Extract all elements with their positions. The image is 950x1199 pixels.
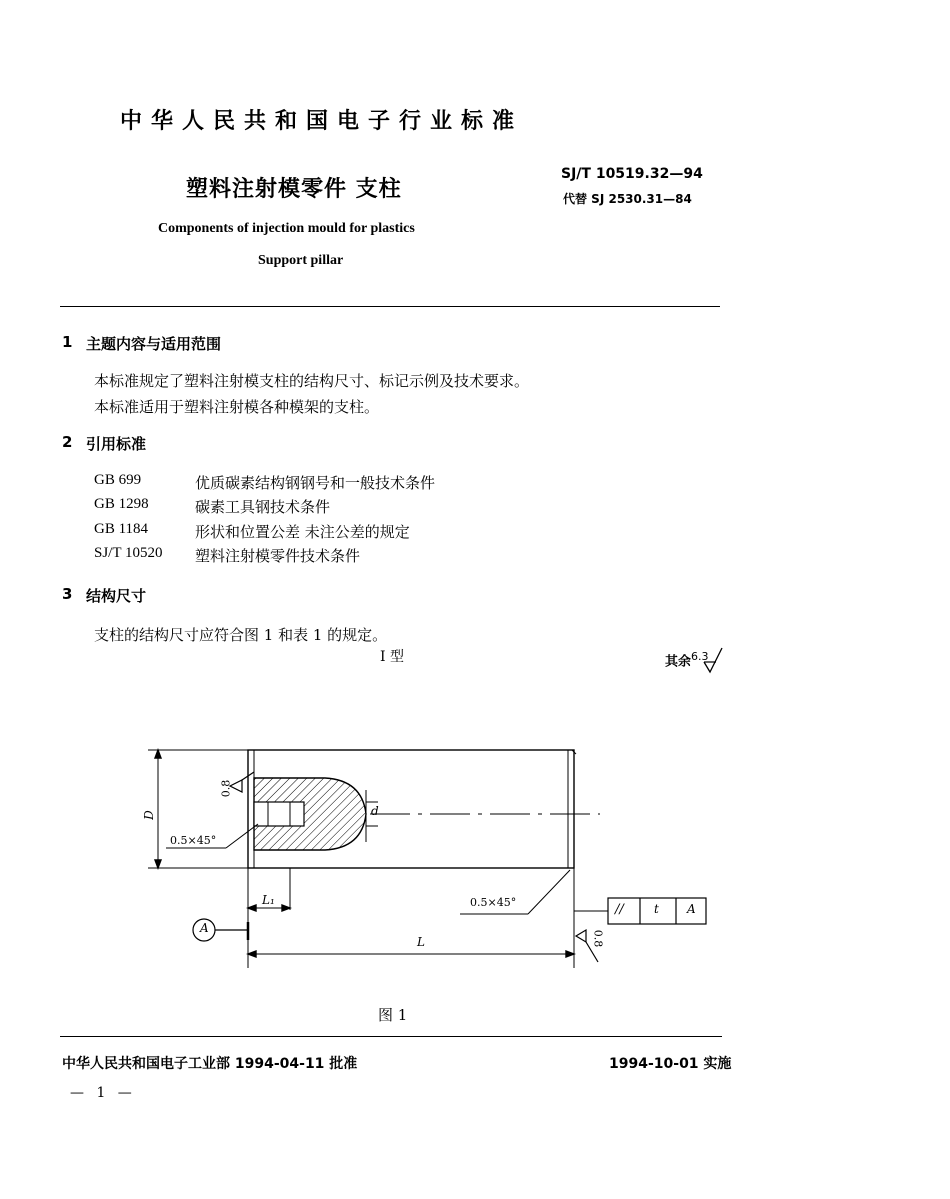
section-3-number: 3 (62, 585, 73, 603)
figure-caption: 图 1 (378, 1006, 408, 1024)
page-number: — 1 — (70, 1085, 136, 1101)
roughness-left-value: 0.8 (219, 779, 233, 798)
support-pillar-drawing (130, 700, 730, 990)
footer-divider (60, 1036, 722, 1037)
dim-D-label: D (141, 810, 156, 820)
section-1-number: 1 (62, 333, 73, 351)
section-3-paragraph: 支柱的结构尺寸应符合图 1 和表 1 的规定。 (94, 626, 388, 644)
org-title: 中华人民共和国电子行业标准 (120, 109, 524, 134)
tolerance-value: t (654, 902, 659, 916)
doc-title: 塑料注射模零件 支柱 (186, 177, 402, 202)
reference-code: GB 1184 (94, 521, 149, 537)
roughness-other-symbol (700, 646, 724, 676)
roughness-value: 6.3 (691, 650, 709, 663)
english-subtitle: Support pillar (258, 253, 344, 268)
english-title: Components of injection mould for plastics (158, 221, 415, 236)
replaces-standard: 代替 SJ 2530.31—84 (563, 192, 692, 206)
reference-code: GB 699 (94, 472, 142, 488)
reference-code: GB 1298 (94, 496, 149, 512)
chamfer-left-label: 0.5×45° (170, 834, 217, 847)
tolerance-datum: A (687, 902, 696, 916)
section-3-title: 结构尺寸 (86, 587, 147, 605)
approval-statement: 中华人民共和国电子工业部 1994-04-11 批准 (62, 1056, 358, 1072)
reference-name: 优质碳素结构钢钢号和一般技术条件 (195, 474, 436, 492)
header-divider (60, 306, 720, 307)
section-1-paragraph: 本标准规定了塑料注射模支柱的结构尺寸、标记示例及技术要求。 (94, 372, 530, 390)
roughness-prefix: 其余 (665, 654, 692, 670)
dim-d-label: d (371, 804, 379, 818)
tolerance-symbol: // (615, 902, 624, 917)
section-2-title: 引用标准 (86, 435, 147, 453)
section-2-number: 2 (62, 433, 73, 451)
reference-code: SJ/T 10520 (94, 545, 163, 561)
reference-name: 塑料注射模零件技术条件 (195, 547, 361, 565)
reference-name: 碳素工具钢技术条件 (195, 498, 331, 516)
dim-L1-label: L₁ (262, 893, 275, 907)
implementation-date: 1994-10-01 实施 (609, 1056, 732, 1072)
reference-name: 形状和位置公差 未注公差的规定 (195, 523, 410, 541)
standard-number: SJ/T 10519.32—94 (561, 166, 703, 182)
chamfer-right-label: 0.5×45° (470, 896, 517, 909)
roughness-right-value: 0.8 (591, 929, 605, 948)
type-label: I 型 (380, 649, 404, 665)
dim-L-label: L (417, 935, 425, 949)
section-1-paragraph: 本标准适用于塑料注射模各种模架的支柱。 (94, 398, 380, 416)
section-1-title: 主题内容与适用范围 (86, 335, 222, 353)
datum-a-label: A (200, 921, 209, 935)
